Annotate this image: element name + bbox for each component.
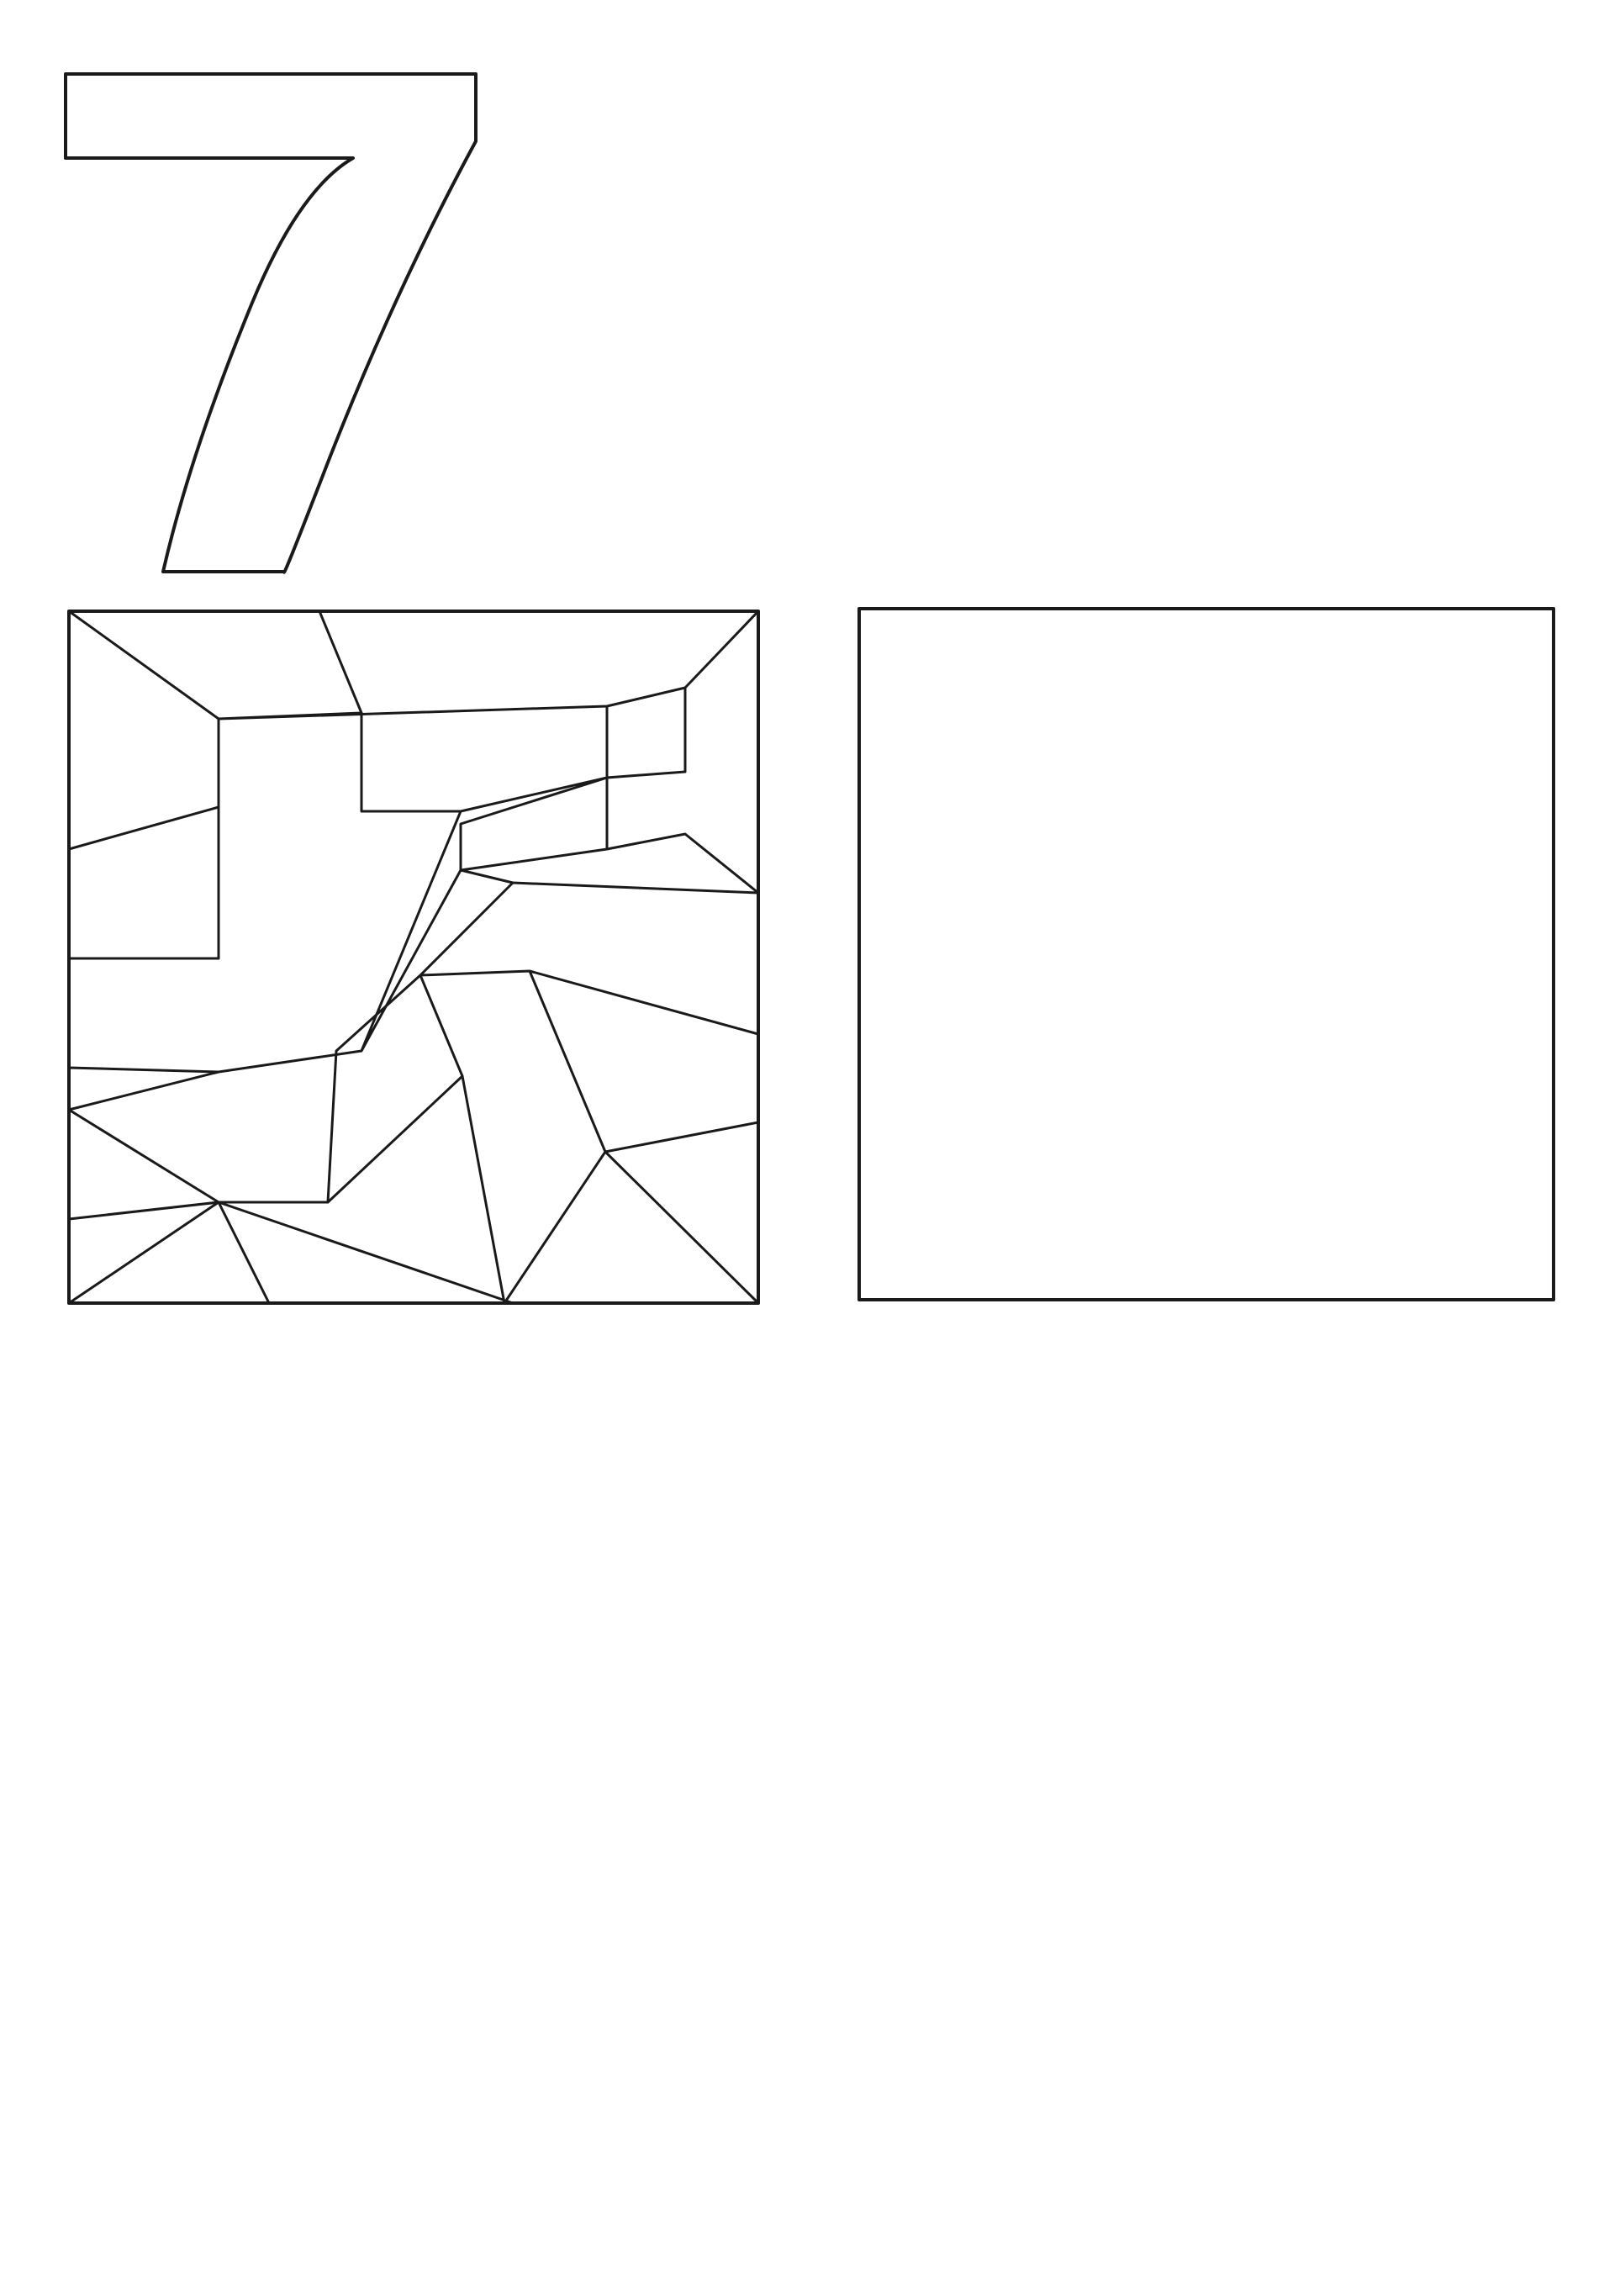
hidden-number-mosaic (69, 611, 758, 1303)
big-seven-outline (66, 74, 476, 573)
carrots-frame (859, 609, 1554, 1300)
page-footer (0, 2236, 1604, 2273)
